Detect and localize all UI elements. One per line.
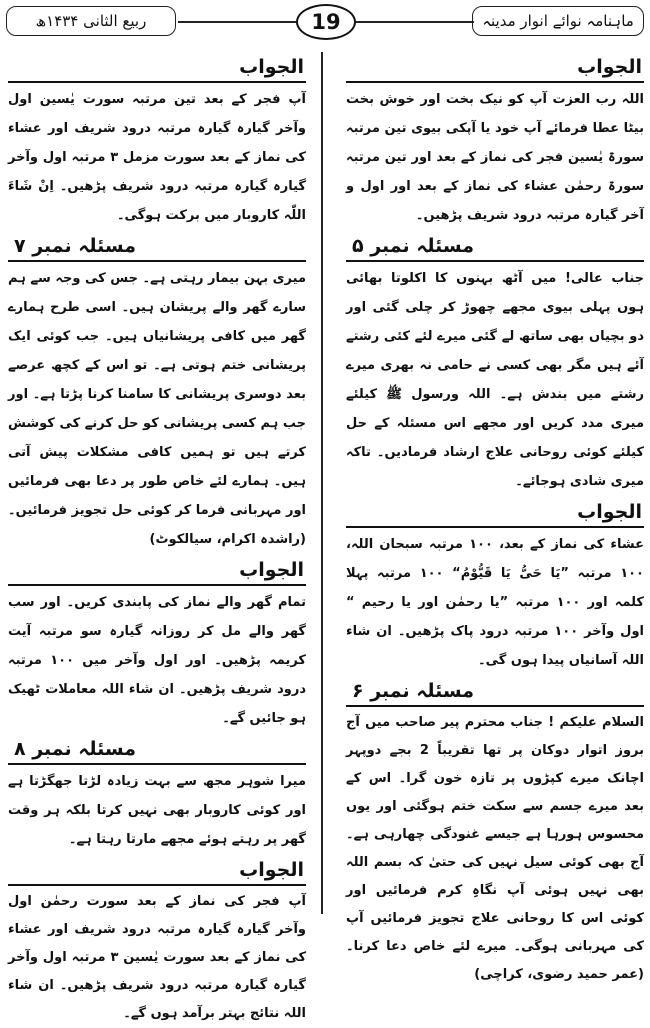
answer-text-7: تمام گھر والے نماز کی پابندی کریں۔ اور سب گھر والے مل کر روزانہ گیارہ سو مرتبہ آیت کریمہ پڑھیں۔ اور اول وآخر میں ۱۰۰ مرتبہ درود شریف پڑھیں۔ ان شاء اللہ معاملات ٹھیک ہو جائیں گے۔ bbox=[8, 595, 306, 726]
question-heading-5: مسئلہ نمبر ۵ bbox=[346, 234, 644, 262]
answer-text-4: آپ فجر کے بعد تین مرتبہ سورت یٰسین اول وآخر گیارہ گیارہ مرتبہ درود شریف اور عشاء کی نماز کے بعد سورت مزمل ۳ مرتبہ اول وآخر گیارہ گیارہ مرتبہ درود شریف پڑھیں۔ اِنْ شَاءَ اللّٰہ کاروبار میں برکت ہوگی۔ bbox=[8, 92, 306, 223]
question-text-6: السلام علیکم ! جناب محترم پیر صاحب میں آج بروز اتوار دوکان پر تھا تقریباً 2 بجے دوپہر اچانک میرے کپڑوں پر تازہ خون گرا۔ اس کے بعد میرے جسم سے سکت ختم ہوگئی اور یوں محسوس ہورہا ہے جیسے غنودگی چھارہی ہے۔ آج بھی کوئی سیل نہیں کی حتیٰ کہ بسم اللہ بھی نہیں ہوئی آپ نگاہِ کرم فرمائیں اور کوئی اس کا روحانی علاج تجویز فرمائیں آپ کی مہربانی ہوگی۔ میرے لئے خاص دعا کرنا۔ (عمر حمید رضوی، کراچی) bbox=[346, 715, 644, 982]
page-header bbox=[6, 4, 644, 40]
answer-text: اللہ رب العزت آپ کو نیک بخت اور خوش بخت بیٹا عطا فرمائے آپ خود یا آپکی بیوی تین مرتبہ سورۃ یٰسین فجر کی نماز کے بعد اور تین مرتبہ سورۃ رحمٰن عشاء کی نماز کے بعد اور اول و آخر گیارہ مرتبہ درود شریف پڑھیں۔ bbox=[346, 92, 644, 223]
question-heading-8: مسئلہ نمبر ۸ bbox=[8, 737, 306, 765]
answer-heading: الجواب bbox=[8, 55, 306, 83]
answer-heading: الجواب bbox=[346, 500, 644, 528]
question-text-7: میری بہن بیمار رہتی ہے۔ جس کی وجہ سے ہم سارے گھر والے پریشان ہیں۔ اسی طرح ہمارے گھر میں کافی پریشانیاں ہیں۔ جب کوئی ایک پریشانی ختم ہوتی ہے۔ تو اس کے کچھ عرصے بعد دوسری پریشانی کا سامنا کرنا پڑتا ہے۔ اور جب ہم کسی پریشانی کو حل کرنے کی کوشش کرتے ہیں تو ہمیں کافی مشکلات پیش آتی ہیں۔ ہمارے لئے خاص طور پر دعا بھی فرمائیں اور مہربانی فرما کر کوئی حل تجویز فرمائیں۔ (راشدہ اکرام، سیالکوٹ) bbox=[8, 271, 306, 547]
answer-text-8: آپ فجر کی نماز کے بعد سورت رحمٰن اول وآخر گیارہ گیارہ مرتبہ درود شریف اور عشاء کی نماز کے بعد سورت یٰسین ۳ مرتبہ اول وآخر گیارہ گیارہ مرتبہ درود شریف پڑھیں۔ ان شاء اللہ نتائج بہتر برآمد ہوں گے۔ bbox=[8, 894, 306, 1021]
question-heading-6: مسئلہ نمبر ۶ bbox=[346, 679, 644, 707]
magazine-title: ماہنامہ نوائے انوار مدینہ bbox=[472, 6, 644, 36]
answer-heading: الجواب bbox=[8, 558, 306, 586]
header-rule-right bbox=[356, 21, 474, 23]
right-column bbox=[346, 55, 644, 982]
issue-date: ربیع الثانی ۱۴۳۴ھ bbox=[6, 6, 176, 36]
column-divider bbox=[321, 52, 323, 914]
left-column bbox=[8, 55, 306, 1021]
question-text-8: میرا شوہر مجھ سے بہت زیادہ لڑتا جھگڑتا ہے اور کوئی کاروبار بھی نہیں کرتا بلکہ ہر وقت گھر پر رہتے ہوئے مجھے مارتا رہتا ہے۔ bbox=[8, 774, 306, 847]
answer-text-5: عشاء کی نماز کے بعد، ۱۰۰ مرتبہ سبحان اللہ، ۱۰۰ مرتبہ ”یَا حَیُّ یَا قَیُّوْمُ“ ۱۰۰ مرتبہ پہلا کلمہ اور ۱۰۰ مرتبہ ”یا رحمٰن اور یا رحیم “ اول وآخر ۱۰۰ مرتبہ درود پاک پڑھیں۔ ان شاء اللہ آسانیاں پیدا ہوں گی۔ bbox=[346, 537, 644, 668]
question-heading-7: مسئلہ نمبر ۷ bbox=[8, 234, 306, 262]
question-text-5: جناب عالی! میں آٹھ بہنوں کا اکلوتا بھائی ہوں پہلی بیوی مجھے چھوڑ کر چلی گئی اور دو بچیاں بھی ساتھ لے گئی میرے لئے کئی رشتے آئے ہیں مگر بھی کسی نے حامی نہ بھری میرے رشتے میں بندش ہے۔ اللہ ورسول ﷺ کیلئے میری مدد کریں اور مجھے اس مسئلہ کے حل کیلئے کوئی روحانی علاج ارشاد فرمادیں۔ تاکہ میری شادی ہوجائے۔ bbox=[346, 271, 644, 489]
answer-heading: الجواب bbox=[8, 858, 306, 886]
page-number: 19 bbox=[296, 4, 356, 40]
header-rule-left bbox=[178, 21, 296, 23]
answer-heading: الجواب bbox=[346, 55, 644, 83]
